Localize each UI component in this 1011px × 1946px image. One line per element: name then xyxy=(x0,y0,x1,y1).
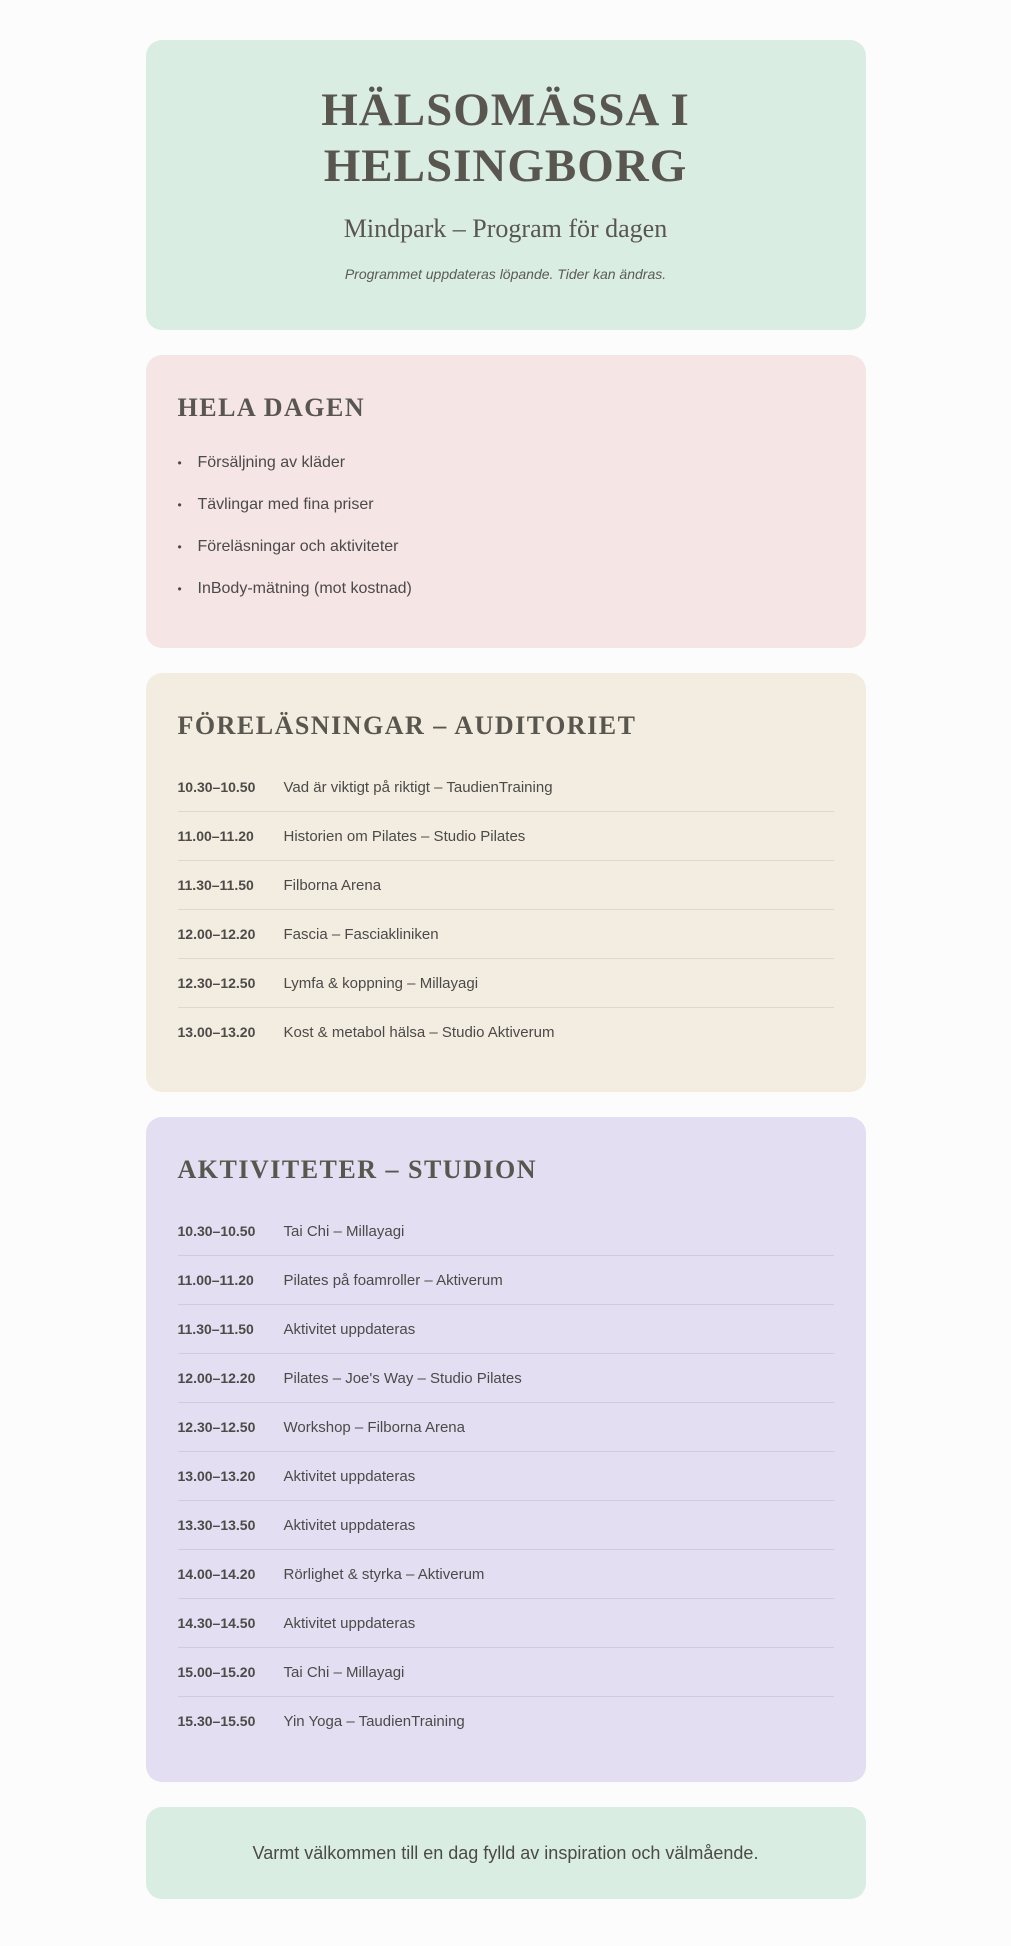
page-subtitle: Mindpark – Program för dagen xyxy=(343,214,668,243)
list-item xyxy=(178,579,834,599)
schedule-time: 12.00–12.20 xyxy=(177,1370,256,1386)
schedule-row xyxy=(178,1008,834,1056)
schedule-title: Pilates på foamroller – Aktiverum xyxy=(283,1271,503,1289)
list-item xyxy=(178,537,834,557)
page-title-line2: HELSINGBORG xyxy=(323,140,688,192)
schedule-title: Tai Chi – Millayagi xyxy=(283,1222,405,1240)
schedule-time: 11.00–11.20 xyxy=(177,828,254,844)
schedule-title: Aktivitet uppdateras xyxy=(283,1614,416,1632)
schedule-row xyxy=(178,1305,834,1354)
schedule-time: 13.00–13.20 xyxy=(177,1024,256,1040)
schedule-title: Historien om Pilates – Studio Pilates xyxy=(283,827,526,845)
list-item xyxy=(178,453,834,473)
schedule-row xyxy=(178,1207,834,1256)
page-title-line1: HÄLSOMÄSSA I xyxy=(321,84,690,136)
all-day-title: HELA DAGEN xyxy=(177,393,366,422)
schedule-time: 15.00–15.20 xyxy=(177,1664,256,1680)
schedule-title: Aktivitet uppdateras xyxy=(283,1467,416,1485)
schedule-row xyxy=(178,1256,834,1305)
schedule-title: Fascia – Fasciakliniken xyxy=(283,925,439,943)
schedule-time: 11.00–11.20 xyxy=(177,1272,254,1288)
list-item-label: Försäljning av kläder xyxy=(197,454,346,471)
list-item-label: Tävlingar med fina priser xyxy=(197,496,374,513)
schedule-row xyxy=(178,1403,834,1452)
lectures-card xyxy=(146,673,866,1092)
schedule-time: 10.30–10.50 xyxy=(177,779,256,795)
schedule-time: 14.00–14.20 xyxy=(177,1566,256,1582)
schedule-row xyxy=(178,861,834,910)
schedule-time: 12.30–12.50 xyxy=(177,1419,256,1435)
schedule-title: Rörlighet & styrka – Aktiverum xyxy=(283,1565,485,1583)
schedule-row xyxy=(178,763,834,812)
schedule-time: 12.00–12.20 xyxy=(177,926,256,942)
schedule-row xyxy=(178,812,834,861)
schedule-title: Aktivitet uppdateras xyxy=(283,1516,416,1534)
lectures-title: FÖRELÄSNINGAR – AUDITORIET xyxy=(177,711,637,740)
program-page xyxy=(146,0,866,1899)
schedule-title: Yin Yoga – TaudienTraining xyxy=(283,1712,465,1730)
schedule-row xyxy=(178,1354,834,1403)
schedule-row xyxy=(178,1697,834,1745)
schedule-row xyxy=(178,1648,834,1697)
schedule-time: 14.30–14.50 xyxy=(177,1615,256,1631)
schedule-row xyxy=(178,959,834,1008)
schedule-title: Workshop – Filborna Arena xyxy=(283,1418,465,1436)
schedule-title: Tai Chi – Millayagi xyxy=(283,1663,405,1681)
schedule-row xyxy=(178,910,834,959)
schedule-row xyxy=(178,1501,834,1550)
activities-title: AKTIVITETER – STUDION xyxy=(177,1155,537,1184)
schedule-time: 11.30–11.50 xyxy=(177,1321,254,1337)
all-day-list xyxy=(178,453,834,599)
schedule-time: 11.30–11.50 xyxy=(177,877,254,893)
bullet-icon: • xyxy=(177,456,182,470)
all-day-card xyxy=(146,355,866,648)
schedule-row xyxy=(178,1599,834,1648)
schedule-title: Aktivitet uppdateras xyxy=(283,1320,416,1338)
schedule-time: 13.00–13.20 xyxy=(177,1468,256,1484)
schedule-title: Pilates – Joe's Way – Studio Pilates xyxy=(283,1369,522,1387)
schedule-row xyxy=(178,1550,834,1599)
schedule-time: 12.30–12.50 xyxy=(177,975,256,991)
activities-card xyxy=(146,1117,866,1782)
activities-schedule xyxy=(178,1207,834,1745)
schedule-time: 13.30–13.50 xyxy=(177,1517,256,1533)
schedule-time: 10.30–10.50 xyxy=(177,1223,256,1239)
schedule-title: Filborna Arena xyxy=(283,876,382,894)
bullet-icon: • xyxy=(177,498,182,512)
page-title xyxy=(146,82,866,194)
lectures-schedule xyxy=(178,763,834,1056)
list-item xyxy=(178,495,834,515)
footer-card xyxy=(146,1807,866,1899)
list-item-label: Föreläsningar och aktiviteter xyxy=(197,538,399,555)
schedule-title: Vad är viktigt på riktigt – TaudienTraining xyxy=(283,778,553,796)
schedule-title: Lymfa & koppning – Millayagi xyxy=(283,974,479,992)
update-note: Programmet uppdateras löpande. Tider kan ändras. xyxy=(344,266,667,282)
schedule-time: 15.30–15.50 xyxy=(177,1713,256,1729)
list-item-label: InBody-mätning (mot kostnad) xyxy=(197,580,412,597)
bullet-icon: • xyxy=(177,540,182,554)
welcome-message: Varmt välkommen till en dag fylld av inspiration och välmående. xyxy=(252,1842,759,1863)
schedule-row xyxy=(178,1452,834,1501)
header-card xyxy=(146,40,866,330)
bullet-icon: • xyxy=(177,582,182,596)
schedule-title: Kost & metabol hälsa – Studio Aktiverum xyxy=(283,1023,555,1041)
